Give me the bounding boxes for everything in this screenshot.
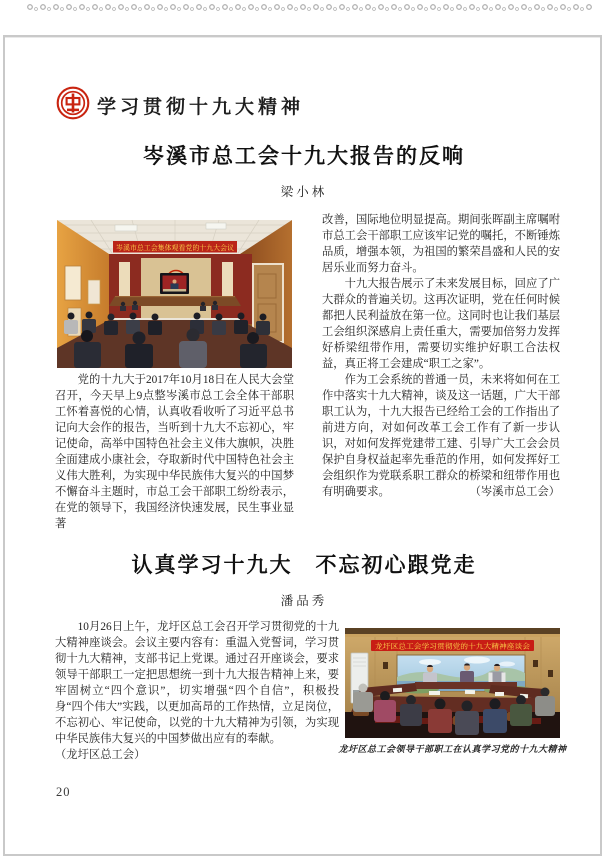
article1-paragraph: 改善，国际地位明显提高。期间张晖副主席嘱咐市总工会干部职工应该牢记党的嘱托，不断锤炼品质，增强本领，为祖国的繁荣昌盛和人民的安居乐业而努力奋斗。 [322,214,560,274]
article1-author: 梁小林 [280,185,328,199]
photo1-banner-text: 岑溪市总工会集体观看党的十九大会议 [116,244,235,252]
article2-photo-caption: 龙圩区总工会领导干部职工在认真学习党的十九大精神 [338,744,567,754]
article2-photo [345,628,560,738]
article1-photo [57,220,292,368]
union-emblem-icon [56,86,90,120]
page-number: 20 [56,785,71,799]
article2-title: 认真学习十九大 不忘初心跟党走 [131,554,477,577]
article1-paragraph: 党的十九大于2017年10月18日在人民大会堂召开，今天早上9点整岑溪市总工会全体干部职工怀着喜悦的心情，认真收看收听了习近平总书记向大会作的报告，当听到十九大不忘初心，牢记使命，高举中国特色社会主义伟大旗帜，决胜全面建成小康社会，夺取新时代中国特色社会主义伟大胜利，为实现中华民族伟大复兴的中国梦不懈奋斗主题时，市总工会干部职工纷纷表示，在党的领导下，我国经济快速发展，民生事业显著 [55,374,294,530]
section-title: 学习贯彻十九大精神 [97,97,305,118]
article1-paragraph: 作为工会系统的普通一员，未来将如何在工作中落实十九大精神，谈及这一话题，广大干部职工认为，十九大报告已经给工会的工作指出了前进方向，对如何改革工会工作有了新一步认识，对如何发挥党建带工建、引导广大工会会员保护自身权益起率先垂范的作用，如何发挥好工会组织作为党联系职工群众的桥梁和纽带作用也有明确要求。 （岑溪市总工会） [322,374,560,498]
article1-paragraph: 十九大报告展示了未来发展目标，回应了广大群众的普遍关切。这再次证明，党在任何时候都把人民利益放在第一位。这同时也让我们基层工会组织深感肩上责任重大，需要加倍努力发挥好桥梁纽带作用，需要切实维护好职工合法权益，真正将工会建成“职工之家”。 [322,278,560,370]
article1-column1 [55,372,294,532]
photo2-banner-text: 龙圩区总工会学习贯彻党的十九大精神座谈会 [375,643,515,651]
article2-body [55,619,339,763]
article2-attribution: （龙圩区总工会） [55,749,146,761]
article1-column2 [322,212,560,500]
decorative-swirl-border [26,1,592,14]
article1-title: 岑溪市总工会十九大报告的反响 [143,145,465,168]
article2-author: 潘品秀 [280,594,328,608]
article2-paragraph: 10月26日上午，龙圩区总工会召开学习贯彻党的十九大精神座谈会。会议主要内容有：重温入党誓词，学习贯彻十九大精神，支部书记上党课。通过召开座谈会，要求领导干部职工一定把思想统一到十九大报告精神上来，要牢固树立“四个意识”，切实增强“四个自信”，积极投身“四个伟大”实践，以更加高昂的工作热情，立足岗位，不忘初心、牢记使命，以党的十九大精神为引领，为实现中华民族伟大复兴的中国梦做出应有的奉献。 [55,621,339,745]
article1-attribution: （岑溪市总工会） [469,486,560,498]
